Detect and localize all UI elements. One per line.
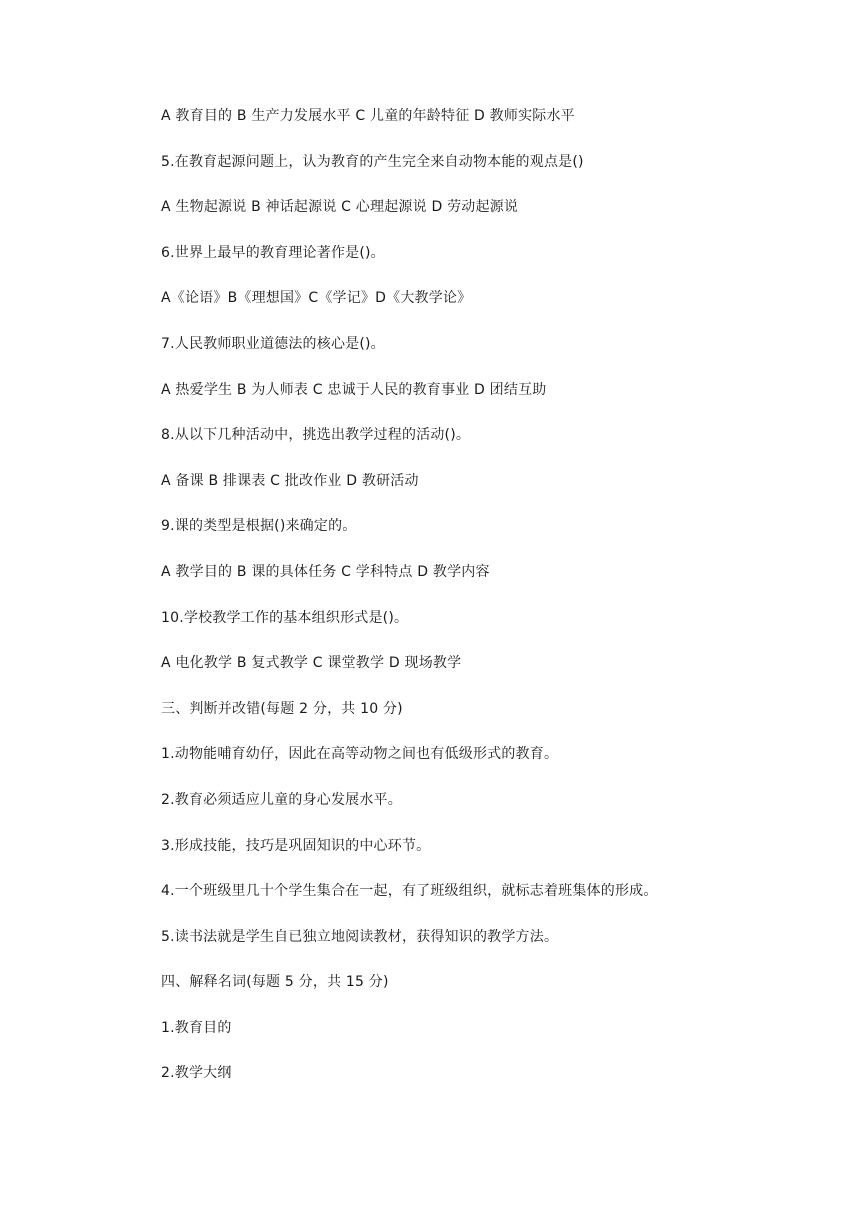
answer-options-q4: A 教育目的 B 生产力发展水平 C 儿童的年龄特征 D 教师实际水平	[161, 108, 575, 124]
answer-options-q8: A 备课 B 排课表 C 批改作业 D 教研活动	[161, 472, 419, 489]
question-8: 8.从以下几种活动中，挑选出教学过程的活动()。	[161, 427, 471, 444]
answer-options-q9: A 教学目的 B 课的具体任务 C 学科特点 D 教学内容	[161, 563, 490, 580]
question-10: 10.学校教学工作的基本组织形式是()。	[161, 609, 409, 626]
answer-options-q10: A 电化教学 B 复式教学 C 课堂教学 D 现场教学	[161, 655, 462, 672]
section-heading-definitions: 四、解释名词(每题 5 分，共 15 分)	[161, 974, 389, 991]
question-7: 7.人民教师职业道德法的核心是()。	[161, 335, 385, 352]
question-5: 5.在教育起源问题上，认为教育的产生完全来自动物本能的观点是()	[161, 153, 584, 170]
definition-item-2: 2.教学大纲	[161, 1065, 232, 1082]
judgement-item-5: 5.读书法就是学生自已独立地阅读教材，获得知识的教学方法。	[161, 928, 559, 945]
judgement-item-1: 1.动物能哺育幼仔，因此在高等动物之间也有低级形式的教育。	[161, 746, 559, 763]
judgement-item-4: 4.一个班级里几十个学生集合在一起，有了班级组织，就标志着班集体的形成。	[161, 883, 658, 900]
answer-options-q6: A《论语》B《理想国》C《学记》D《大教学论》	[161, 290, 472, 307]
answer-options-q7: A 热爱学生 B 为人师表 C 忠诚于人民的教育事业 D 团结互助	[161, 381, 547, 398]
document-body	[161, 103, 811, 1106]
judgement-item-3: 3.形成技能，技巧是巩固知识的中心环节。	[161, 837, 431, 854]
section-heading-judgement: 三、判断并改错(每题 2 分，共 10 分)	[161, 700, 403, 717]
answer-options-q5: A 生物起源说 B 神话起源说 C 心理起源说 D 劳动起源说	[161, 199, 519, 216]
question-9: 9.课的类型是根据()来确定的。	[161, 518, 357, 535]
question-6: 6.世界上最早的教育理论著作是()。	[161, 244, 385, 261]
definition-item-1: 1.教育目的	[161, 1019, 232, 1036]
judgement-item-2: 2.教育必须适应儿童的身心发展水平。	[161, 791, 402, 808]
